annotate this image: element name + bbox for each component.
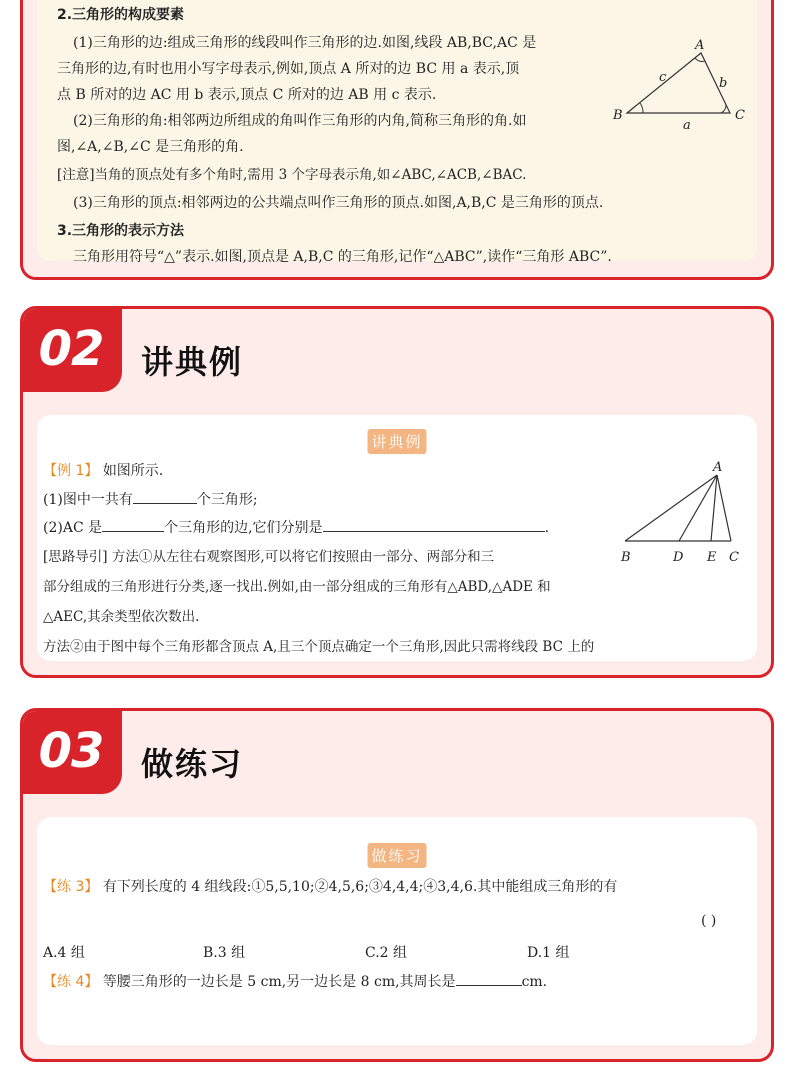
section-tag: 讲典例 xyxy=(367,429,426,454)
label-c: C xyxy=(735,108,745,123)
label-b: B xyxy=(621,550,631,565)
section-title: 讲典例 xyxy=(141,343,244,381)
heading-composition: 2.三角形的构成要素 xyxy=(57,7,185,23)
exercise-label: 【练 4】 xyxy=(43,974,99,990)
text-line: (3)三角形的顶点:相邻两边的公共端点叫作三角形的顶点.如图,A,B,C 是三角形的顶点. xyxy=(73,195,604,211)
example-header xyxy=(43,461,163,481)
option-d[interactable]: D.1 组 xyxy=(527,945,570,961)
note-line: [注意]当角的顶点处有多个角时,需用 3 个字母表示角,如∠ABC,∠ACB,∠BAC. xyxy=(57,167,527,183)
triangle-abdec-figure xyxy=(607,455,757,565)
answer-blank[interactable] xyxy=(133,489,197,504)
answer-paren[interactable]: ( ) xyxy=(701,913,717,929)
option-c[interactable]: C.2 组 xyxy=(365,945,408,961)
section-tag: 做练习 xyxy=(367,843,426,868)
q1-text: (1)图中一共有 xyxy=(43,492,133,508)
exercise-panel xyxy=(37,817,757,1045)
section-number-badge: 02 xyxy=(20,306,122,392)
hint-line: [思路导引] 方法①从左往右观察图形,可以将它们按照由一部分、两部分和三 xyxy=(43,549,495,565)
question-2 xyxy=(43,517,549,538)
exercise-card xyxy=(20,708,774,1062)
text-line: (1)三角形的边:组成三角形的线段叫作三角形的边.如图,线段 AB,BC,AC 是 xyxy=(73,35,537,51)
exercise-text: 等腰三角形的一边长是 5 cm,另一边长是 8 cm,其周长是 xyxy=(102,974,456,990)
label-side-c: c xyxy=(659,70,667,85)
answer-blank[interactable] xyxy=(102,517,164,532)
label-side-a: a xyxy=(683,118,691,133)
hint-line: △AEC,其余类型依次数出. xyxy=(43,609,200,625)
answer-blank[interactable] xyxy=(456,971,522,986)
triangle-abc xyxy=(627,53,730,113)
exercise-4 xyxy=(43,971,547,992)
label-a: A xyxy=(713,460,723,475)
label-a: A xyxy=(695,38,705,53)
text-line: (2)三角形的角:相邻两边所组成的角叫作三角形的内角,简称三角形的角.如 xyxy=(73,113,527,129)
example-text: 如图所示. xyxy=(102,463,164,479)
q2-text: (2)AC 是 xyxy=(43,520,103,536)
answer-blank[interactable] xyxy=(323,517,545,532)
label-d: D xyxy=(673,550,684,565)
text-line: 点 B 所对的边 AC 用 b 表示,顶点 C 所对的边 AB 用 c 表示. xyxy=(57,87,437,103)
label-c: C xyxy=(729,550,739,565)
section-number-badge: 03 xyxy=(20,708,122,794)
label-b: B xyxy=(613,108,623,123)
q2-text-mid: 个三角形的边,它们分别是 xyxy=(164,520,323,536)
q2-text-end: . xyxy=(544,520,550,536)
section-title: 做练习 xyxy=(141,745,244,783)
q1-text-post: 个三角形; xyxy=(196,492,258,508)
label-side-b: b xyxy=(719,76,728,91)
exercise-label: 【练 3】 xyxy=(43,879,99,895)
exercise-3 xyxy=(43,877,617,897)
text-line: 三角形的边,有时也用小写字母表示,例如,顶点 A 所对的边 BC 用 a 表示,顶 xyxy=(57,61,520,77)
knowledge-panel xyxy=(37,0,757,265)
knowledge-card xyxy=(20,0,774,280)
text-line: 图,∠A,∠B,∠C 是三角形的角. xyxy=(57,139,244,155)
hint-line: 方法②由于图中每个三角形都含顶点 A,且三个顶点确定一个三角形,因此只需将线段 BC 上的 xyxy=(43,639,595,655)
heading-notation: 3.三角形的表示方法 xyxy=(57,223,185,239)
example-card xyxy=(20,306,774,678)
exercise-text: 有下列长度的 4 组线段:①5,5,10;②4,5,6;③4,4,4;④3,4,6.其中能组成三角形的有 xyxy=(102,879,618,895)
question-1 xyxy=(43,489,258,510)
option-b[interactable]: B.3 组 xyxy=(203,945,246,961)
example-label: 【例 1】 xyxy=(43,463,99,479)
triangle-abc-figure xyxy=(597,33,757,133)
exercise-text-post: cm. xyxy=(521,974,548,990)
text-line: 三角形用符号“△”表示.如图,顶点是 A,B,C 的三角形,记作“△ABC”,读作“三角形 ABC”. xyxy=(73,249,612,265)
example-panel xyxy=(37,415,757,661)
hint-line: 部分组成的三角形进行分类,逐一找出.例如,由一部分组成的三角形有△ABD,△ADE 和 xyxy=(43,579,551,595)
label-e: E xyxy=(707,550,717,565)
option-a[interactable]: A.4 组 xyxy=(43,945,85,961)
